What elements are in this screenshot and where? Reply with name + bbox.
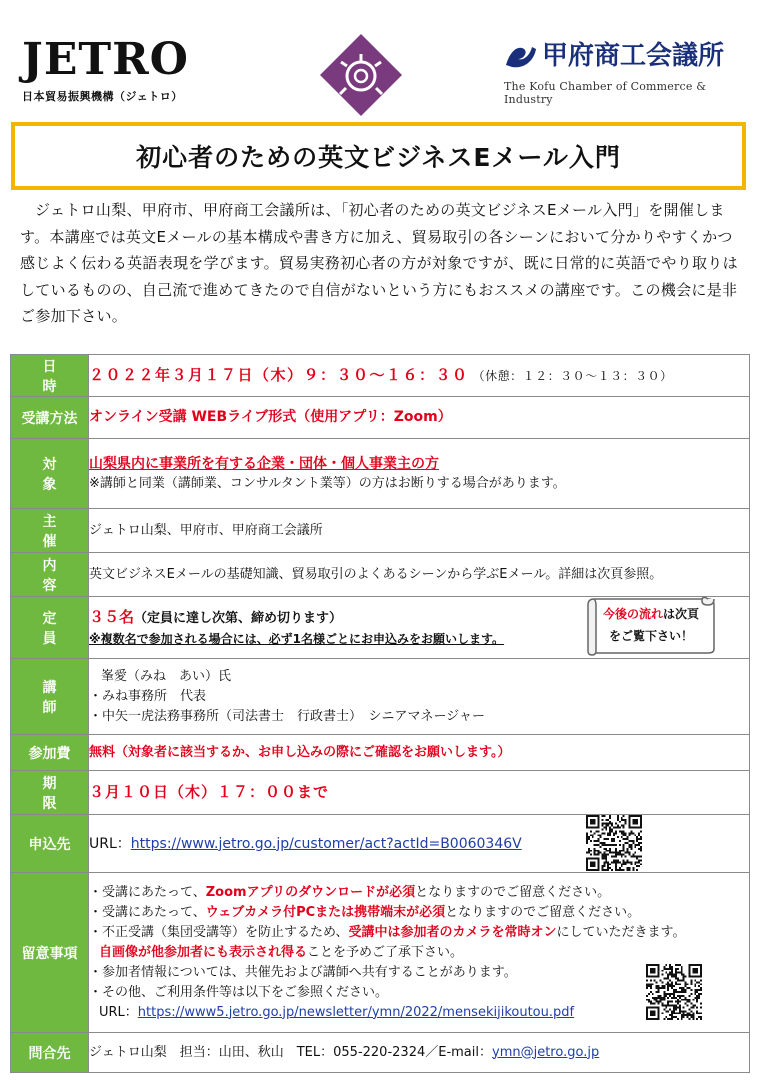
- label-apply: 申込先: [11, 815, 89, 873]
- label-capacity: 定 員: [11, 597, 89, 659]
- capacity-note: （定員に達し次第、締め切ります）: [134, 610, 343, 626]
- row-lecturer: [11, 659, 750, 735]
- method-value: オンライン受講 WEBライブ形式（使用アプリ：Zoom）: [89, 409, 452, 425]
- break-time: （休憩：１２：３０～１３：３０）: [472, 368, 673, 383]
- scroll-text-1: は次頁: [663, 607, 700, 621]
- note-1-post: となりますのでご留意ください。: [415, 884, 611, 900]
- notes-url-link[interactable]: https://www5.jetro.go.jp/newsletter/ymn/2022/mensekijikoutou.pdf: [137, 1004, 575, 1020]
- lecturer-affiliation-1: ・みね事務所 代表: [89, 688, 207, 704]
- row-target: [11, 439, 750, 509]
- kcci-name: 甲府商工会議所: [542, 41, 725, 71]
- content-value: 英文ビジネスEメールの基礎知識、貿易取引のよくあるシーンから学ぶEメール。詳細は次頁参照。: [89, 553, 750, 597]
- scroll-text-2: をご覧下さい！: [608, 629, 693, 643]
- kcci-mark-icon: [504, 41, 538, 71]
- deadline-value: ３月１０日（木）１７：００まで: [89, 782, 330, 801]
- note-2-pre: ・受講にあたって、: [89, 904, 206, 920]
- apply-url-prefix: URL：: [89, 835, 131, 852]
- label-host: 主 催: [11, 509, 89, 553]
- note-2-emph: ウェブカメラ付PCまたは携帯端末が必須: [205, 904, 446, 920]
- row-contact: [11, 1033, 750, 1073]
- title-box: [11, 122, 746, 190]
- lecturer-name: 峯愛（みね あい）氏: [101, 668, 232, 684]
- intro-paragraph: ジェトロ山梨、甲府市、甲府商工会議所は、「初心者のための英文ビジネスEメール入門」を開催します。本講座では英文Eメールの基本構成や書き方に加え、貿易取引の各シーンにおいて分かりやすくかつ感じよく伝わる英語表現を学びます。貿易実務初心者の方が対象ですが、既に日常的に英語でやり取りはしているものの、自己流で進めてきたので自信がないという方にもおススメの講座です。この機会に是非ご参加下さい。: [20, 201, 738, 325]
- note-3-emph: 受講中は参加者のカメラを常時オン: [348, 924, 557, 940]
- capacity-warning: ※複数名で参加される場合には、必ず1名様ごとにお申込みをお願いします。: [89, 631, 505, 646]
- note-1-emph: Zoomアプリのダウンロードが必須: [205, 884, 416, 900]
- row-method: [11, 397, 750, 439]
- scroll-text-emph: 今後の流れ: [602, 607, 663, 621]
- row-deadline: [11, 771, 750, 815]
- label-notes: 留意事項: [11, 873, 89, 1033]
- target-note: ※講師と同業（講師業、コンサルタント業等）の方はお断りする場合があります。: [89, 475, 566, 491]
- apply-qr-code-icon[interactable]: [586, 815, 642, 871]
- note-5: ・参加者情報については、共催先および講師へ共有することがあります。: [89, 964, 517, 980]
- label-content: 内 容: [11, 553, 89, 597]
- info-table: [10, 354, 750, 1073]
- kcci-english-name: The Kofu Chamber of Commerce & Industry: [504, 80, 707, 106]
- label-target: 対 象: [11, 439, 89, 509]
- page-title: 初心者のための英文ビジネスEメール入門: [136, 143, 621, 172]
- label-lecturer: 講 師: [11, 659, 89, 735]
- note-4-post: ことを予めご了承下さい。: [307, 944, 464, 960]
- note-4-emph: 自画像が他参加者にも表示され得る: [99, 944, 308, 960]
- row-fee: [11, 735, 750, 771]
- label-date: 日 時: [11, 355, 89, 397]
- contact-text: ジェトロ山梨 担当：山田、秋山 TEL：055-220-2324／E-mail：: [89, 1044, 492, 1060]
- next-page-scroll-callout: [584, 593, 718, 657]
- row-date: [11, 355, 750, 397]
- kcci-logo: [504, 40, 744, 104]
- label-fee: 参加費: [11, 735, 89, 771]
- jetro-logo: [22, 34, 222, 104]
- lecturer-affiliation-2: ・中矢一虎法務事務所（司法書士 行政書士） シニアマネージャー: [89, 708, 485, 724]
- row-content: [11, 553, 750, 597]
- kofu-city-emblem-icon: [318, 32, 404, 118]
- label-contact: 問合先: [11, 1033, 89, 1073]
- note-2-post: となりますのでご留意ください。: [445, 904, 641, 920]
- label-method: 受講方法: [11, 397, 89, 439]
- fee-value: 無料（対象者に該当するか、お申し込みの際にご確認をお願いします。）: [89, 744, 511, 760]
- apply-url-link[interactable]: https://www.jetro.go.jp/customer/act?actId=B0060346V: [130, 835, 522, 852]
- note-6: ・その他、ご利用条件等は以下をご参照ください。: [89, 984, 389, 1000]
- capacity-number: ３５名: [89, 607, 135, 626]
- host-value: ジェトロ山梨、甲府市、甲府商工会議所: [89, 509, 750, 553]
- contact-email-link[interactable]: ymn@jetro.go.jp: [492, 1044, 600, 1060]
- notes-url-prefix: URL：: [99, 1004, 138, 1020]
- notes-qr-code-icon[interactable]: [646, 964, 702, 1020]
- note-3-post: にしていただきます。: [556, 924, 686, 940]
- target-value: 山梨県内に事業所を有する企業・団体・個人事業主の方: [89, 455, 439, 472]
- date-value: ２０２２年３月１７日（木）９：３０～１６：３０: [89, 365, 469, 384]
- row-notes: [11, 873, 750, 1033]
- note-1-pre: ・受講にあたって、: [89, 884, 206, 900]
- jetro-logo-text: JETRO: [22, 34, 189, 85]
- row-host: [11, 509, 750, 553]
- label-deadline: 期 限: [11, 771, 89, 815]
- note-3-pre: ・不正受講（集団受講等）を防止するため、: [89, 924, 349, 940]
- jetro-subtitle: 日本貿易振興機構（ジェトロ）: [22, 90, 183, 103]
